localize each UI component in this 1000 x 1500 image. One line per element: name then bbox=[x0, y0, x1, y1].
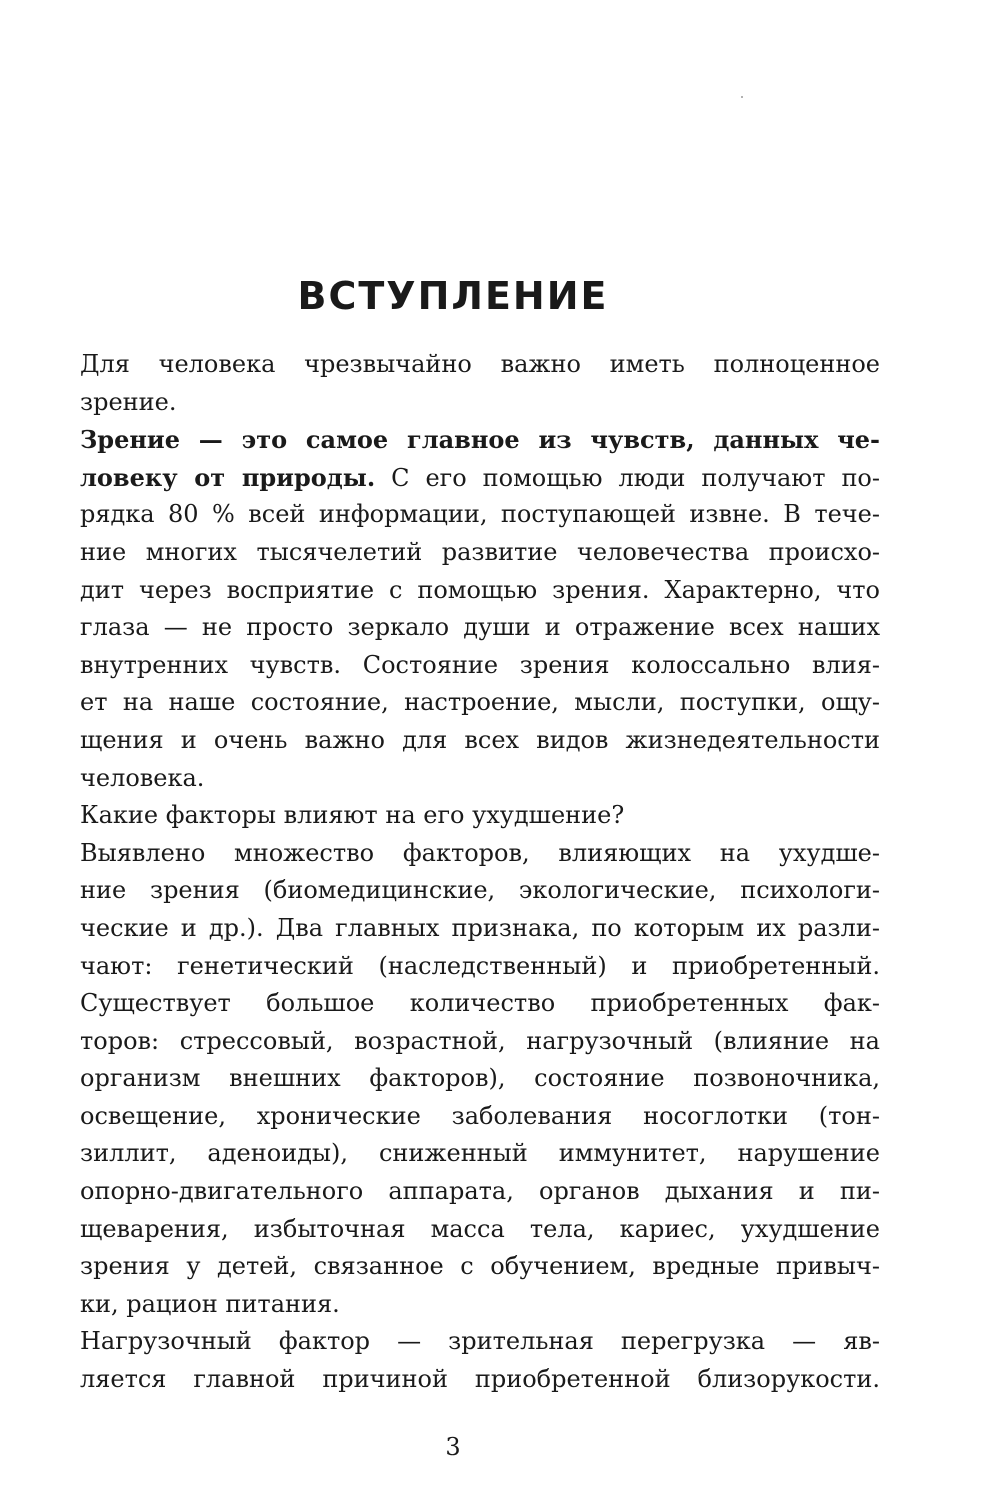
body-text bbox=[80, 346, 880, 1399]
text-line: ние зрения (биомедицинские, экологические, психологи- bbox=[80, 876, 880, 905]
bold-phrase: ловеку от природы. bbox=[80, 462, 376, 492]
page-title: ВСТУПЛЕНИЕ bbox=[297, 274, 609, 318]
text-line: внутренних чувств. Состояние зрения колоссально влия- bbox=[80, 650, 880, 679]
text-line: Нагрузочный фактор — зрительная перегрузка — яв- bbox=[80, 1327, 880, 1356]
text-line: торов: стрессовый, возрастной, нагрузочный (влияние на bbox=[80, 1026, 880, 1055]
text-line: ляется главной причиной приобретенной близорукости. bbox=[80, 1365, 880, 1394]
text-line: ние многих тысячелетий развитие человечества происхо- bbox=[80, 537, 880, 566]
scan-speck bbox=[741, 96, 743, 98]
text-line: человека. bbox=[80, 763, 205, 792]
text-line: дит через восприятие с помощью зрения. Характерно, что bbox=[80, 575, 880, 604]
text-line: зрение. bbox=[80, 387, 177, 416]
text-line: организм внешних факторов), состояние позвоночника, bbox=[80, 1064, 880, 1093]
text-line: щения и очень важно для всех видов жизнедеятельности bbox=[80, 725, 880, 754]
text-line: ческие и др.). Два главных признака, по которым их разли- bbox=[80, 913, 880, 942]
text-line: Для человека чрезвычайно важно иметь полноценное bbox=[80, 350, 880, 378]
text-line: ки, рацион питания. bbox=[80, 1289, 340, 1318]
text-run: С его помощью люди получают по- bbox=[375, 463, 880, 492]
text-line: Существует большое количество приобретенных фак- bbox=[80, 989, 880, 1018]
text-line-mixed bbox=[80, 459, 880, 497]
text-line: щеварения, избыточная масса тела, кариес, ухудшение bbox=[80, 1214, 880, 1243]
text-line: зиллит, аденоиды), сниженный иммунитет, нарушение bbox=[80, 1139, 880, 1168]
text-line: чают: генетический (наследственный) и приобретенный. bbox=[80, 951, 880, 980]
text-line: рядка 80 % всей информации, поступающей извне. В тече- bbox=[80, 500, 880, 529]
text-line: ет на наше состояние, настроение, мысли, поступки, ощу- bbox=[80, 688, 880, 717]
text-line: зрения у детей, связанное с обучением, вредные привыч- bbox=[80, 1252, 880, 1281]
text-line: опорно-двигательного аппарата, органов дыхания и пи- bbox=[80, 1177, 880, 1206]
text-line: освещение, хронические заболевания носоглотки (тон- bbox=[80, 1101, 880, 1130]
text-line: Какие факторы влияют на его ухудшение? bbox=[80, 801, 625, 830]
text-line: глаза — не просто зеркало души и отражение всех наших bbox=[80, 613, 880, 642]
page-number: 3 bbox=[445, 1433, 461, 1461]
text-line-bold: Зрение — это самое главное из чувств, данных че- bbox=[80, 425, 880, 455]
text-line: Выявлено множество факторов, влияющих на ухудше- bbox=[80, 838, 880, 867]
